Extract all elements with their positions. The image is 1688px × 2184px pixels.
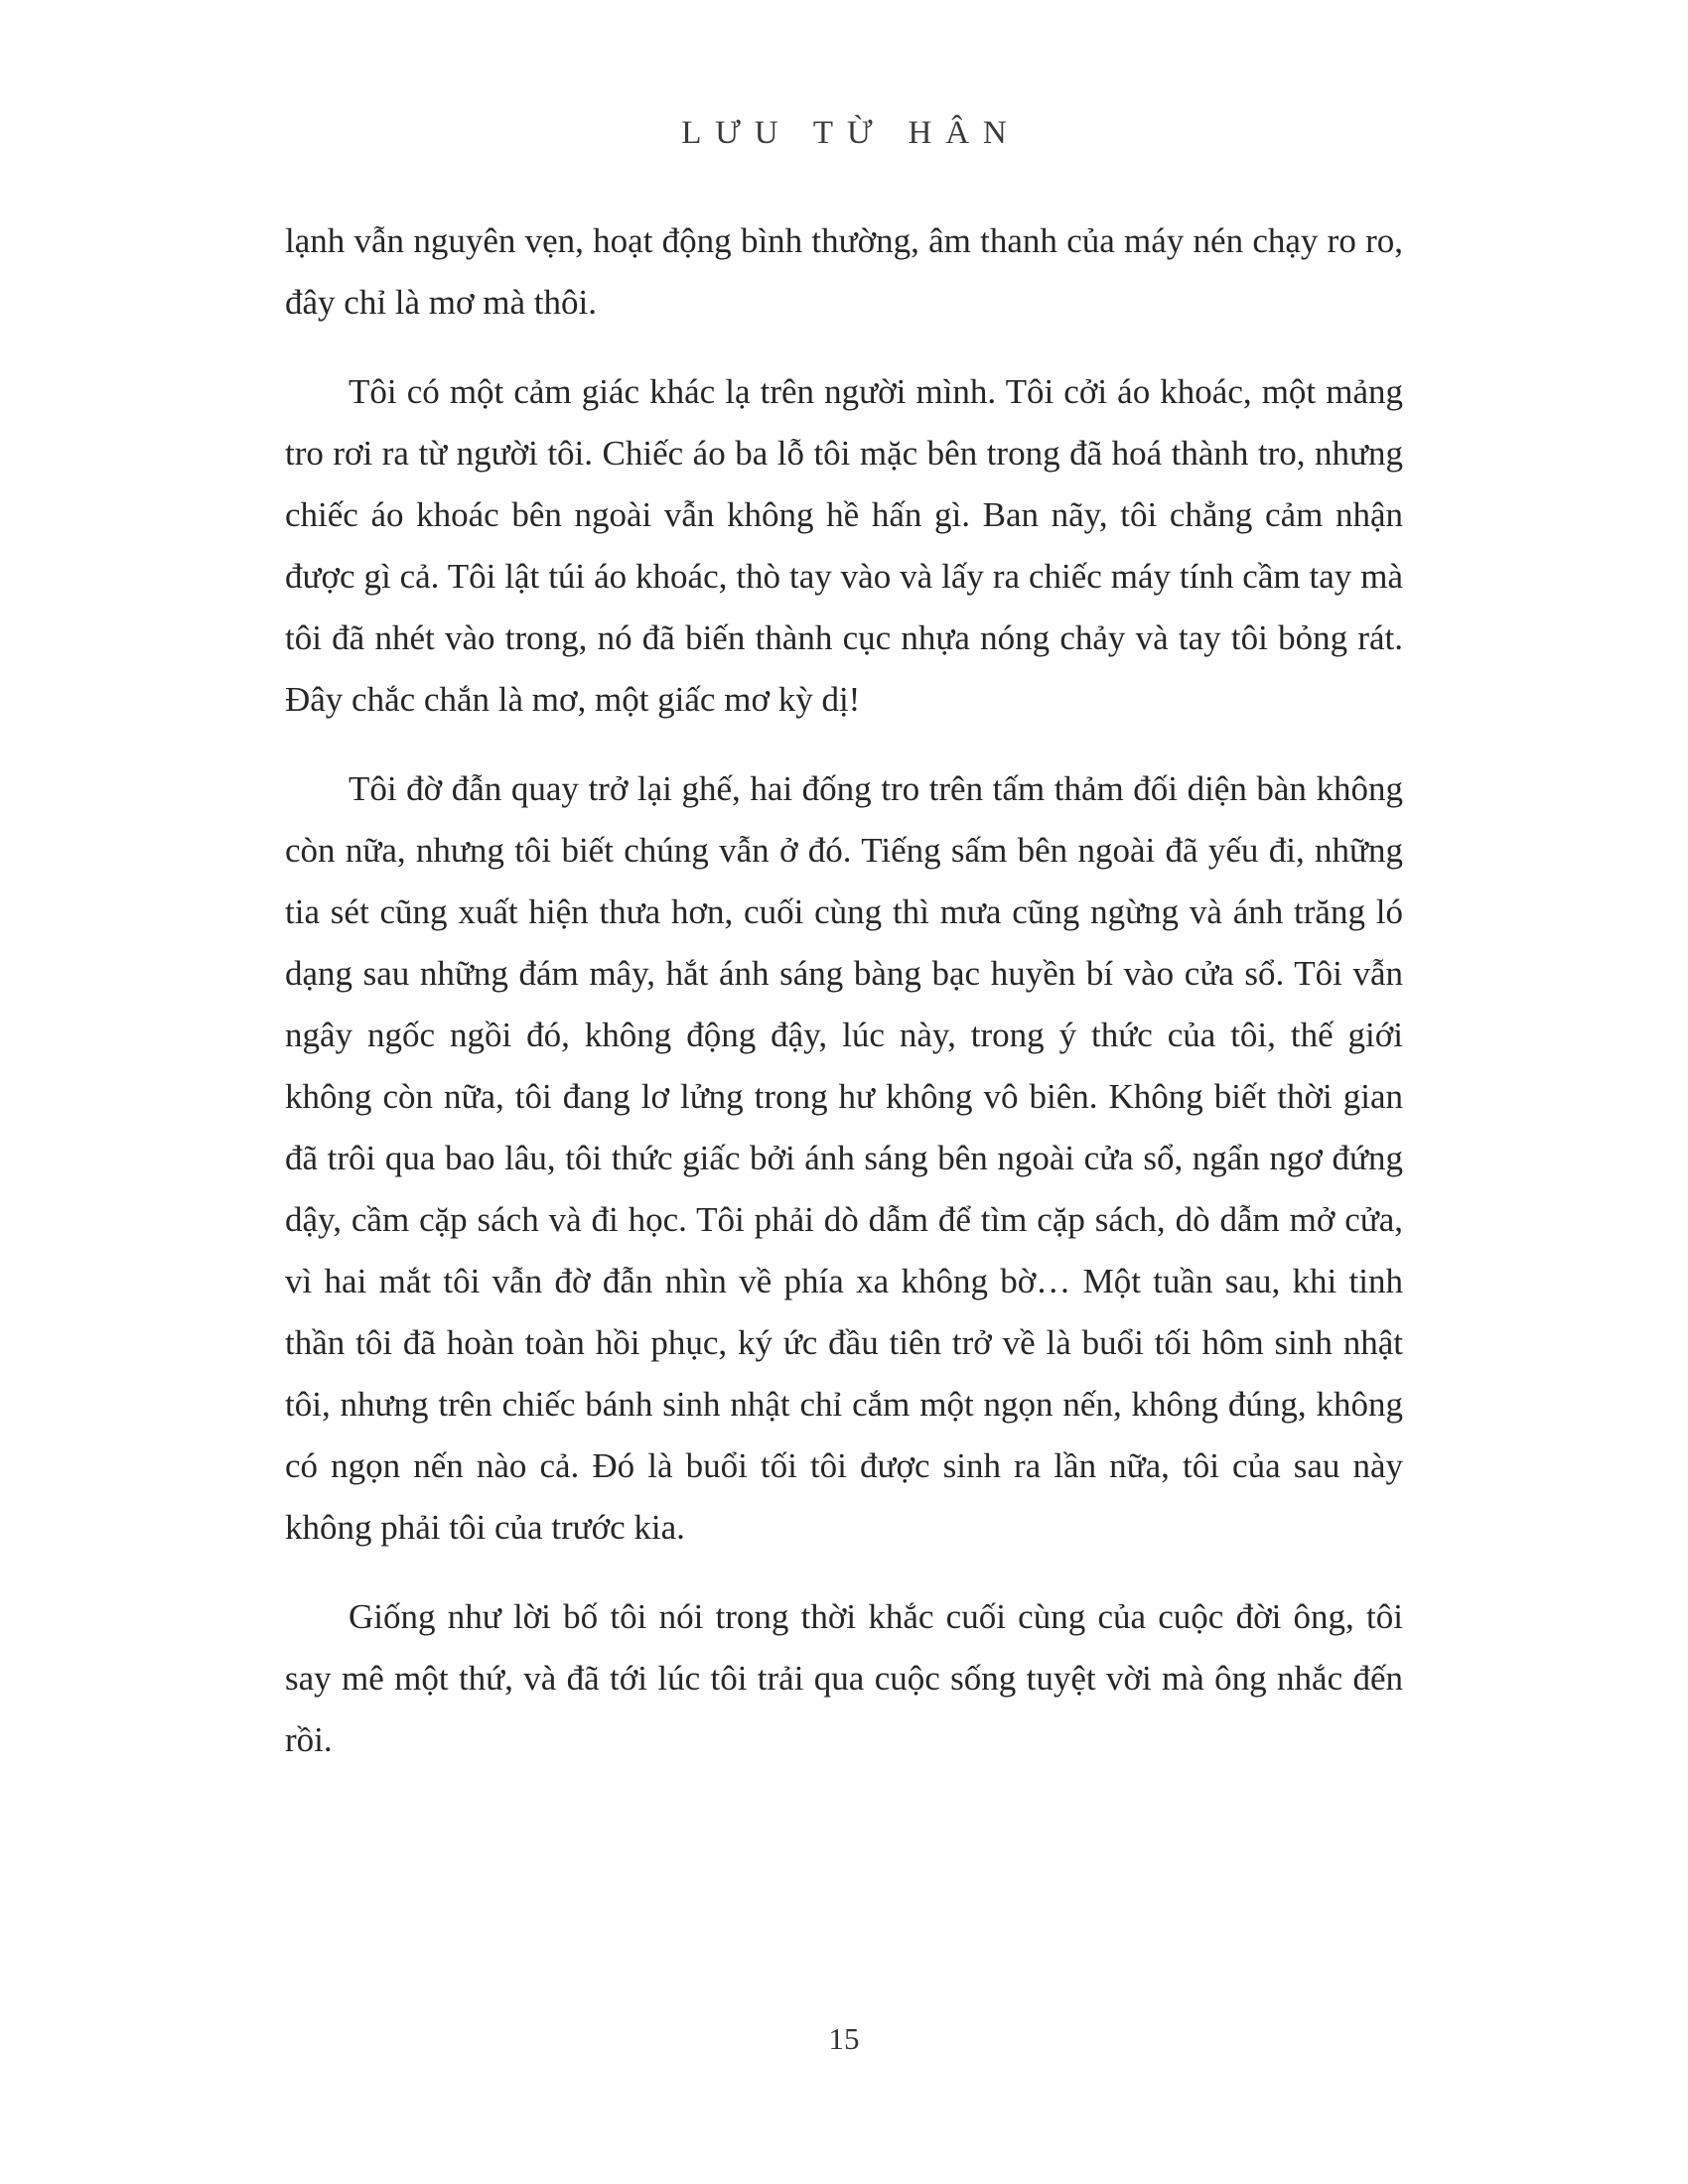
paragraph: Tôi có một cảm giác khác lạ trên người mình. Tôi cởi áo khoác, một mảng tro rơi ra từ người tôi. Chiếc áo ba lỗ tôi mặc bên trong đã hoá thành tro, nhưng chiếc áo khoác bên ngoài vẫn không hề hấn gì. Ban nãy, tôi chẳng cảm nhận được gì cả. Tôi lật túi áo khoác, thò tay vào và lấy ra chiếc máy tính cầm tay mà tôi đã nhét vào trong, nó đã biến thành cục nhựa nóng chảy và tay tôi bỏng rát. Đây chắc chắn là mơ, một giấc mơ kỳ dị! xyxy=(285,372,1403,719)
paragraph: Tôi đờ đẫn quay trở lại ghế, hai đống tro trên tấm thảm đối diện bàn không còn nữa, nhưng tôi biết chúng vẫn ở đó. Tiếng sấm bên ngoài đã yếu đi, những tia sét cũng xuất hiện thưa hơn, cuối cùng thì mưa cũng ngừng và ánh trăng ló dạng sau những đám mây, hắt ánh sáng bàng bạc huyền bí vào cửa sổ. Tôi vẫn ngây ngốc ngồi đó, không động đậy, lúc này, trong ý thức của tôi, thế giới không còn nữa, tôi đang lơ lửng trong hư không vô biên. Không biết thời gian đã trôi qua bao lâu, tôi thức giấc bởi ánh sáng bên ngoài cửa sổ, ngẩn ngơ đứng dậy, cầm cặp sách và đi học. Tôi phải dò dẫm để tìm cặp sách, dò dẫm mở cửa, vì hai mắt tôi vẫn đờ đẫn nhìn về phía xa không bờ… Một tuần sau, khi tinh thần tôi đã hoàn toàn hồi phục, ký ức đầu tiên trở về là buổi tối hôm sinh nhật tôi, nhưng trên chiếc bánh sinh nhật chỉ cắm một ngọn nến, không đúng, không có ngọn nến nào cả. Đó là buổi tối tôi được sinh ra lần nữa, tôi của sau này không phải tôi của trước kia. xyxy=(285,769,1403,1547)
running-head: LƯU TỪ HÂN xyxy=(681,115,1021,151)
body-text xyxy=(285,210,1403,1771)
paragraph: Giống như lời bố tôi nói trong thời khắc cuối cùng của cuộc đời ông, tôi say mê một thứ, và đã tới lúc tôi trải qua cuộc sống tuyệt vời mà ông nhắc đến rồi. xyxy=(285,1597,1403,1759)
paragraph: lạnh vẫn nguyên vẹn, hoạt động bình thường, âm thanh của máy nén chạy ro ro, đây chỉ là mơ mà thôi. xyxy=(285,221,1403,322)
page-number: 15 xyxy=(828,2021,860,2056)
